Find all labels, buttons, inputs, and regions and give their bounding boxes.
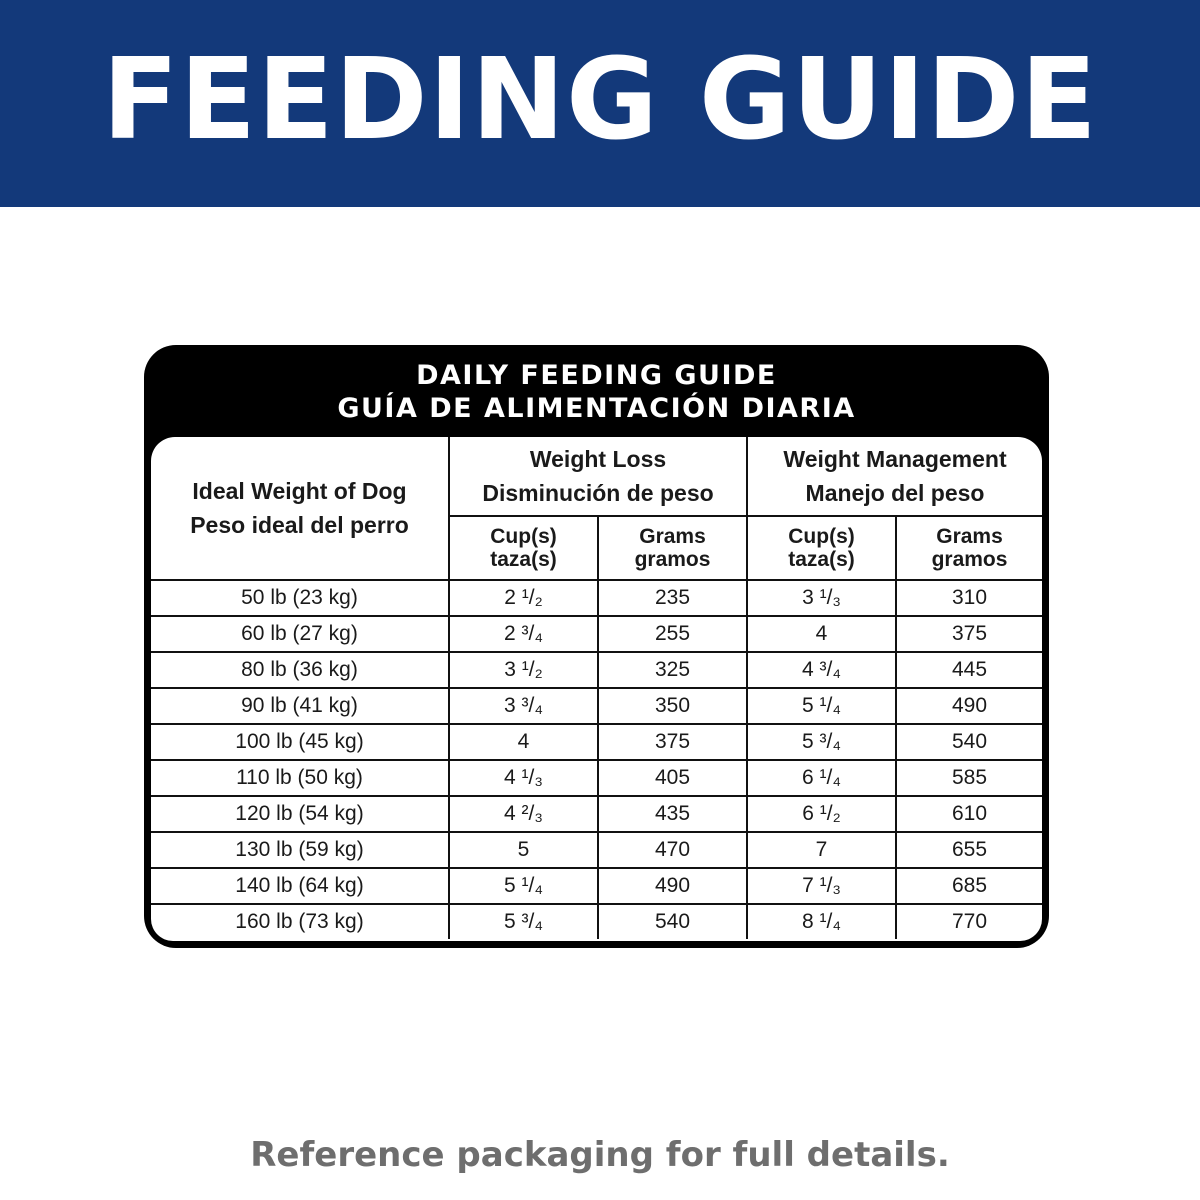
weight-loss-header-spanish: Disminución de peso: [482, 480, 714, 506]
daily-feeding-guide-card: [144, 345, 1049, 948]
cups-label-english: Cup(s): [490, 525, 557, 548]
mgmt-cups-cell: 5 ³/₄: [747, 724, 896, 760]
mgmt-cups-cell: 7: [747, 832, 896, 868]
mgmt-grams-cell: 540: [896, 724, 1042, 760]
loss-cups-cell: 5: [449, 832, 598, 868]
mgmt-grams-cell: 655: [896, 832, 1042, 868]
weight-management-grams-header: [896, 516, 1042, 580]
card-title-spanish: GUÍA DE ALIMENTACIÓN DIARIA: [337, 393, 856, 424]
cups-label-english: Cup(s): [788, 525, 855, 548]
mgmt-grams-cell: 585: [896, 760, 1042, 796]
cups-label-spanish: taza(s): [788, 548, 855, 571]
weight-loss-header: [449, 437, 747, 516]
table-row: [151, 616, 1042, 652]
loss-cups-cell: 2 ¹/₂: [449, 580, 598, 616]
mgmt-grams-cell: 685: [896, 868, 1042, 904]
mgmt-grams-cell: 375: [896, 616, 1042, 652]
loss-cups-cell: 4: [449, 724, 598, 760]
grams-label-spanish: gramos: [634, 548, 711, 571]
weight-cell: 50 lb (23 kg): [151, 580, 449, 616]
weight-management-cups-header: [747, 516, 896, 580]
loss-cups-cell: 4 ²/₃: [449, 796, 598, 832]
card-title-english: DAILY FEEDING GUIDE: [416, 360, 777, 391]
mgmt-cups-cell: 3 ¹/₃: [747, 580, 896, 616]
table-row: [151, 652, 1042, 688]
loss-grams-cell: 235: [598, 580, 747, 616]
feeding-table: [151, 437, 1042, 939]
mgmt-grams-cell: 445: [896, 652, 1042, 688]
loss-cups-cell: 3 ³/₄: [449, 688, 598, 724]
weight-cell: 130 lb (59 kg): [151, 832, 449, 868]
grams-label-spanish: gramos: [931, 548, 1008, 571]
table-row: [151, 760, 1042, 796]
mgmt-grams-cell: 770: [896, 904, 1042, 939]
table-row: [151, 796, 1042, 832]
table-row: [151, 904, 1042, 939]
weight-loss-header-english: Weight Loss: [529, 446, 667, 472]
grams-label-english: Grams: [639, 525, 706, 548]
loss-grams-cell: 325: [598, 652, 747, 688]
weight-management-header-english: Weight Management: [783, 446, 1007, 472]
weight-cell: 60 lb (27 kg): [151, 616, 449, 652]
mgmt-cups-cell: 8 ¹/₄: [747, 904, 896, 939]
loss-grams-cell: 540: [598, 904, 747, 939]
loss-grams-cell: 490: [598, 868, 747, 904]
mgmt-cups-cell: 4: [747, 616, 896, 652]
grams-label-english: Grams: [936, 525, 1003, 548]
loss-grams-cell: 375: [598, 724, 747, 760]
loss-cups-cell: 5 ³/₄: [449, 904, 598, 939]
feeding-table-panel: [151, 437, 1042, 941]
loss-cups-cell: 3 ¹/₂: [449, 652, 598, 688]
page-title: FEEDING GUIDE: [102, 35, 1098, 165]
cups-label-spanish: taza(s): [490, 548, 557, 571]
ideal-weight-header-english: Ideal Weight of Dog: [192, 478, 407, 504]
weight-cell: 140 lb (64 kg): [151, 868, 449, 904]
weight-loss-cups-header: [449, 516, 598, 580]
weight-management-header: [747, 437, 1042, 516]
weight-cell: 110 lb (50 kg): [151, 760, 449, 796]
loss-grams-cell: 350: [598, 688, 747, 724]
header-banner: [0, 0, 1200, 207]
mgmt-cups-cell: 5 ¹/₄: [747, 688, 896, 724]
weight-cell: 160 lb (73 kg): [151, 904, 449, 939]
table-row: [151, 868, 1042, 904]
mgmt-cups-cell: 7 ¹/₃: [747, 868, 896, 904]
mgmt-grams-cell: 490: [896, 688, 1042, 724]
mgmt-cups-cell: 4 ³/₄: [747, 652, 896, 688]
ideal-weight-header-spanish: Peso ideal del perro: [190, 512, 409, 538]
table-row: [151, 580, 1042, 616]
table-row: [151, 724, 1042, 760]
mgmt-cups-cell: 6 ¹/₂: [747, 796, 896, 832]
card-title: [144, 359, 1049, 425]
weight-cell: 120 lb (54 kg): [151, 796, 449, 832]
mgmt-cups-cell: 6 ¹/₄: [747, 760, 896, 796]
mgmt-grams-cell: 310: [896, 580, 1042, 616]
loss-grams-cell: 435: [598, 796, 747, 832]
loss-grams-cell: 255: [598, 616, 747, 652]
ideal-weight-header: [151, 437, 449, 580]
table-row: [151, 688, 1042, 724]
loss-cups-cell: 2 ³/₄: [449, 616, 598, 652]
weight-cell: 100 lb (45 kg): [151, 724, 449, 760]
loss-grams-cell: 470: [598, 832, 747, 868]
loss-cups-cell: 5 ¹/₄: [449, 868, 598, 904]
weight-management-header-spanish: Manejo del peso: [805, 480, 985, 506]
weight-cell: 80 lb (36 kg): [151, 652, 449, 688]
footer-note: Reference packaging for full details.: [250, 1135, 950, 1175]
table-row: [151, 832, 1042, 868]
weight-cell: 90 lb (41 kg): [151, 688, 449, 724]
loss-grams-cell: 405: [598, 760, 747, 796]
weight-loss-grams-header: [598, 516, 747, 580]
mgmt-grams-cell: 610: [896, 796, 1042, 832]
loss-cups-cell: 4 ¹/₃: [449, 760, 598, 796]
